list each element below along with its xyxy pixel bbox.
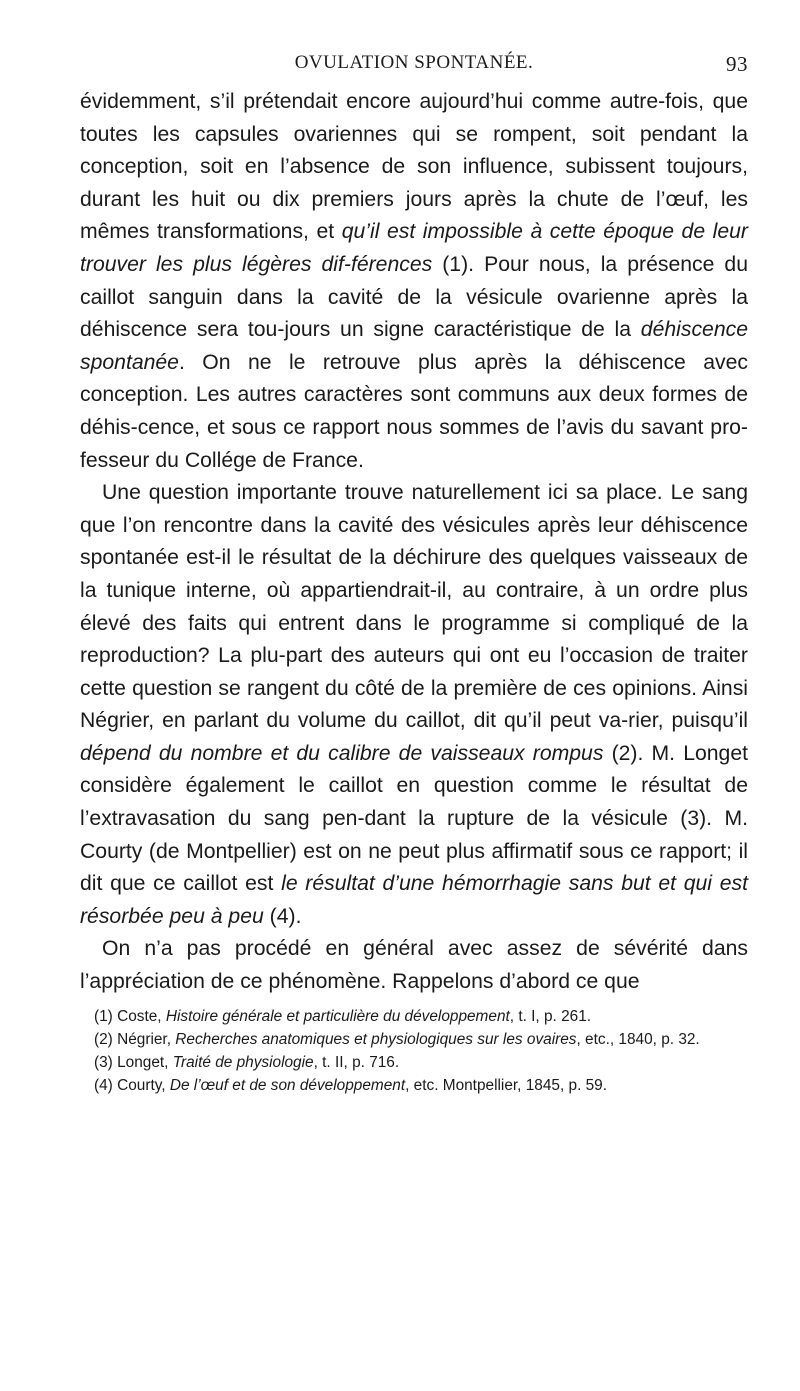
running-title: OVULATION SPONTANÉE. — [294, 52, 534, 73]
paragraph-2 — [80, 477, 748, 933]
text-run: Une question importante trouve naturellement ici sa place. Le sang que l’on rencontre dans la cavité des vésicules après leur déhiscence spontanée est-il le résultat de la déchirure des quelques vaisseaux de la tunique interne, où appartiendrait-il, au contraire, à un ordre plus élevé des faits qui entrent dans le programme si compliqué de la reproduction? La plu-part des auteurs qui ont eu l’occasion de traiter cette question se rangent du côté de la première de ces opinions. Ainsi Négrier, en parlant du volume du caillot, dit qu’il peut va-rier, puisqu’il — [80, 481, 748, 733]
footnote-3 — [80, 1051, 748, 1074]
footnote-text: (1) Coste, — [94, 1007, 166, 1025]
running-head — [80, 52, 748, 82]
page-number: 93 — [726, 52, 748, 76]
text-run: (1). Pour nous, la présence du caillot sanguin dans la cavité de la vésicule ovarienne après la déhiscence sera tou-jours un signe caractéristique de la — [80, 252, 748, 342]
footnote-text: (4) Courty, — [94, 1076, 170, 1094]
text-run: (2). M. Longet considère également le caillot en question comme le résultat de l’extravasation du sang pen-dant la rupture de la vésicule (3). M. Courty (de Montpellier) est on ne peut plus affirmatif sous ce rapport; il dit que ce caillot est — [80, 741, 748, 896]
italic-term: déhiscence spontanée — [80, 318, 748, 374]
footnote-2 — [80, 1028, 748, 1051]
footnote-text: , etc. Montpellier, 1845, p. 59. — [405, 1076, 608, 1094]
footnote-title: Traité de physiologie — [172, 1053, 314, 1071]
book-page — [80, 52, 748, 1097]
footnote-text: , t. II, p. 716. — [313, 1053, 400, 1071]
footnote-text: (2) Négrier, — [94, 1030, 176, 1048]
paragraph-3 — [80, 933, 748, 998]
text-run: On n’a pas procédé en général avec assez de sévérité dans l’appréciation de ce phénomène. Rappelons d’abord ce que — [80, 937, 748, 994]
footnote-title: Recherches anatomiques et physiologiques sur les ovaires — [175, 1030, 577, 1048]
footnote-1 — [80, 1005, 748, 1028]
paragraph-1 — [80, 86, 748, 477]
footnote-title: Histoire générale et particulière du développement — [165, 1007, 510, 1025]
text-run: évidemment, s’il prétendait encore aujourd’hui comme autre-fois, que toutes les capsules ovariennes qui se rompent, soit pendant la conception, soit en l’absence de son influence, subissent toujours, durant les huit ou dix premiers jours après la chute de l’œuf, les mêmes transformations, et — [80, 90, 748, 244]
footnotes — [80, 1005, 748, 1097]
text-run: (4). — [263, 904, 302, 928]
body-text — [80, 86, 748, 999]
italic-quote: qu’il est impossible à cette époque de leur trouver les plus légères dif-férences — [80, 220, 748, 276]
footnote-text: , t. I, p. 261. — [509, 1007, 592, 1025]
italic-quote: dépend du nombre et du calibre de vaisseaux rompus — [80, 741, 604, 765]
text-run: . On ne le retrouve plus après la déhiscence avec conception. Les autres caractères sont communs aux deux formes de déhis-cence, et sous ce rapport nous sommes de l’avis du savant pro-fesseur du Collége de France. — [80, 350, 748, 472]
footnote-title: De l’œuf et de son développement — [169, 1076, 406, 1094]
italic-quote: le résultat d’une hémorrhagie sans but et qui est résorbée peu à peu — [80, 872, 748, 928]
footnote-text: , etc., 1840, p. 32. — [576, 1030, 700, 1048]
footnote-4 — [80, 1074, 748, 1097]
footnote-text: (3) Longet, — [94, 1053, 173, 1071]
